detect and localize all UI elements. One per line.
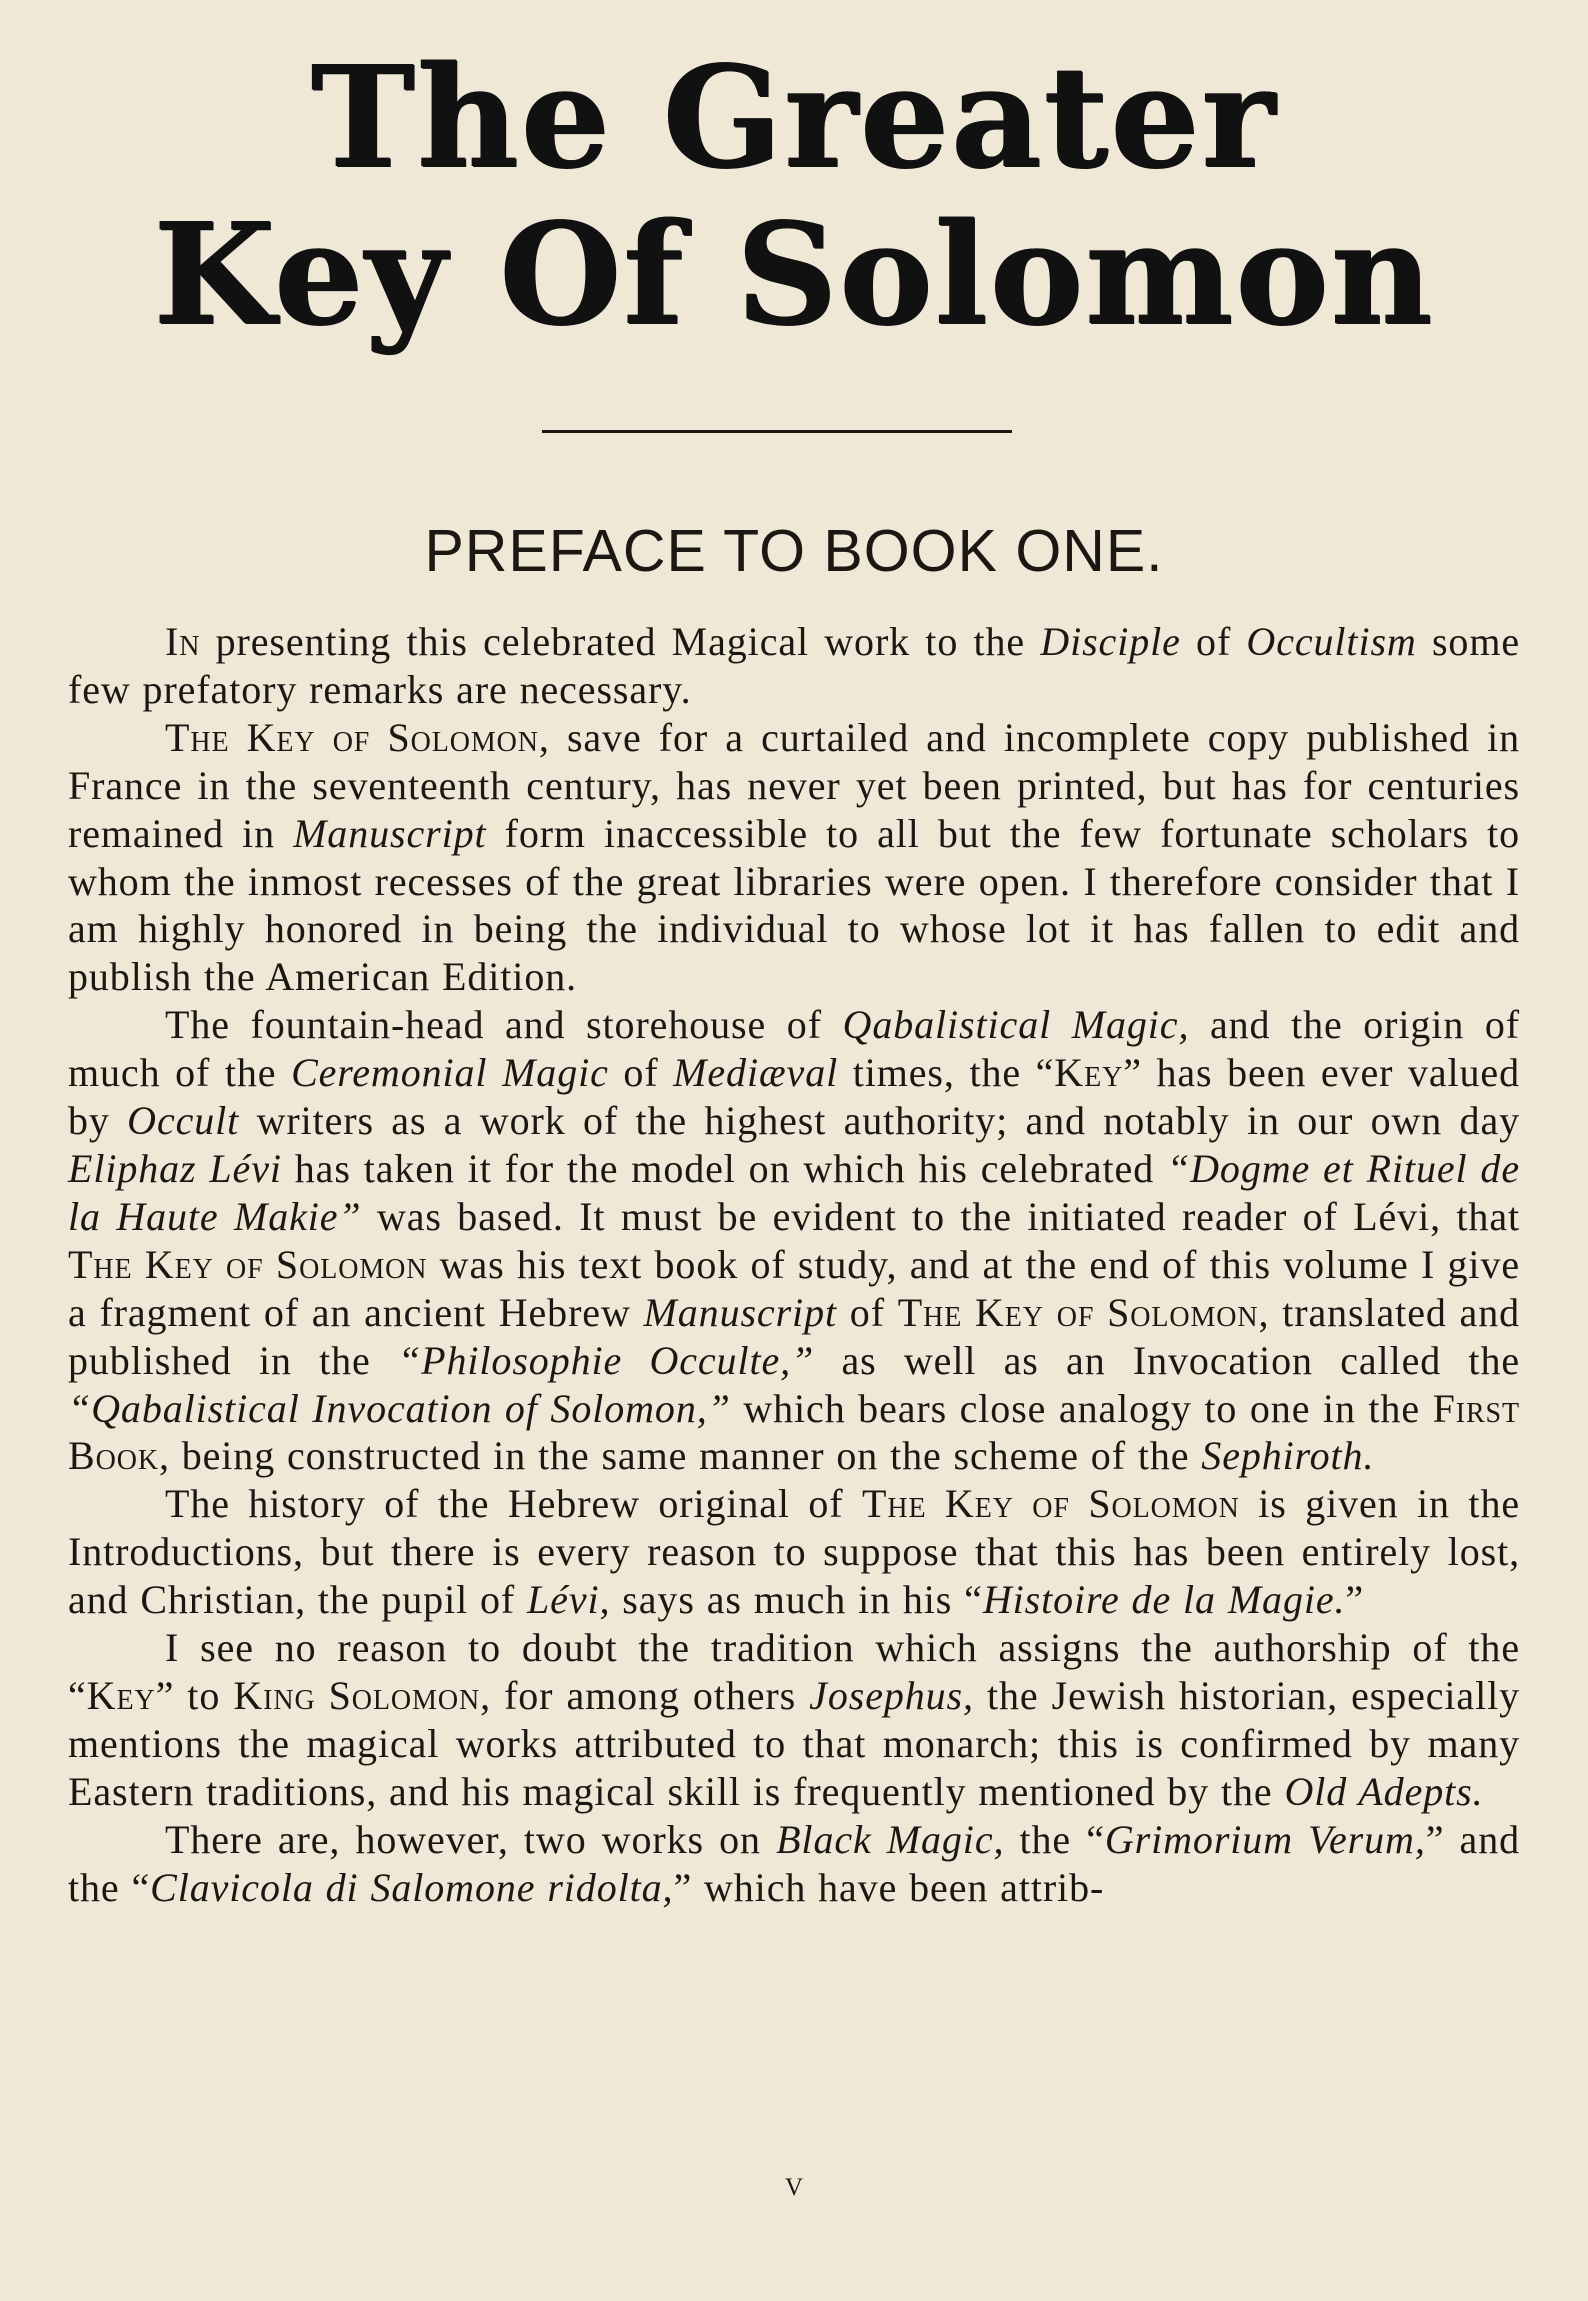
text-run: The fountain-head and storehouse of <box>165 1002 843 1048</box>
text-run: the Jewish historian, especially mentions the magical works attributed to that monarch; this is confirmed by many Eastern traditions, and his magical skill is frequently mentioned by the <box>68 1672 1520 1814</box>
book-title-line-1: The Greater <box>310 36 1278 200</box>
italic-text: Histoire de la Magie. <box>982 1577 1346 1623</box>
title-divider <box>542 430 1012 433</box>
text-run: ” and the “ <box>68 1816 1520 1910</box>
text-run: for among others <box>490 1672 810 1718</box>
paragraph <box>68 1001 1520 1480</box>
small-caps-text: The Key of Solomon, <box>897 1289 1270 1335</box>
small-caps-text: The Key of Solomon <box>68 1241 428 1287</box>
paragraph <box>68 1480 1520 1624</box>
italic-text: Josephus, <box>809 1672 974 1718</box>
text-run: has taken it for the model on which his celebrated <box>281 1145 1167 1191</box>
italic-text: “Qabalistical Invocation of Solomon,” <box>68 1385 731 1431</box>
small-caps-text: In <box>165 619 201 664</box>
text-run: the “ <box>1004 1816 1105 1862</box>
small-caps-text: The Key of Solomon, <box>165 714 550 760</box>
text-run: and the origin of much of the <box>68 1002 1520 1096</box>
text-run: some few prefatory remarks are necessary. <box>68 619 1520 712</box>
text-run: of <box>1180 619 1247 664</box>
book-title-line-2: Key Of Solomon <box>153 192 1435 357</box>
text-run: says as much in his “ <box>610 1577 983 1623</box>
text-run: of <box>608 1050 674 1096</box>
text-run: is given in the Introductions, but there is every reason to suppose that this has been entirely lost, and Christian, the pupil of <box>68 1481 1520 1623</box>
italic-text: Qabalistical Magic, <box>842 1002 1190 1048</box>
small-caps-text: Key <box>1054 1050 1124 1096</box>
preface-body <box>68 618 1520 1911</box>
text-run: of <box>836 1289 898 1335</box>
text-run: There are, however, two works on <box>165 1816 777 1862</box>
italic-text: Manuscript <box>293 810 487 856</box>
small-caps-text: King Solomon, <box>233 1672 491 1718</box>
italic-text: Grimorium Verum, <box>1104 1816 1426 1862</box>
italic-text: Occult <box>127 1098 240 1144</box>
page-number: v <box>784 2163 804 2203</box>
italic-text: Manuscript <box>643 1289 837 1335</box>
text-run: times, the “ <box>838 1050 1055 1096</box>
text-run: translated and published in the <box>68 1289 1521 1383</box>
text-run: I see no reason to doubt the tradition which assigns the authorship of the “ <box>68 1625 1520 1718</box>
text-run: presenting this celebrated Magical work to the <box>200 619 1041 664</box>
text-run: ” which have been attrib- <box>673 1864 1105 1910</box>
paragraph <box>68 1624 1520 1816</box>
italic-text: “Philosophie Occulte,” <box>398 1337 815 1383</box>
preface-heading: PREFACE TO BOOK ONE. <box>424 518 1164 584</box>
italic-text: Disciple <box>1040 619 1181 664</box>
italic-text: Mediæval <box>673 1050 839 1096</box>
italic-text: Black Magic, <box>776 1816 1005 1862</box>
small-caps-text: The Key of Solomon <box>862 1481 1240 1527</box>
text-run: being constructed in the same manner on the scheme of the <box>169 1433 1202 1479</box>
italic-text: “Dogme et Rituel de la Haute Makie” <box>68 1145 1520 1239</box>
small-caps-text: Key <box>86 1672 156 1718</box>
text-run: was based. It must be evident to the initiated reader of Lévi, that <box>361 1193 1520 1239</box>
italic-text: Sephiroth. <box>1201 1433 1375 1479</box>
text-run: ” <box>1345 1577 1365 1623</box>
text-run: writers as a work of the highest authority; and notably in our own day <box>239 1098 1521 1144</box>
text-run: The history of the Hebrew original of <box>165 1481 862 1527</box>
book-title <box>0 36 1588 357</box>
italic-text: Lévi, <box>527 1577 611 1623</box>
paragraph <box>68 1816 1520 1912</box>
italic-text: Old Adepts. <box>1284 1768 1484 1814</box>
italic-text: Clavicola di Salomone ridolta, <box>150 1864 674 1910</box>
text-run: ” has been ever valued by <box>68 1050 1520 1144</box>
text-run: which bears close analogy to one in the <box>730 1385 1433 1431</box>
italic-text: Ceremonial Magic <box>291 1050 609 1096</box>
text-run: ” to <box>155 1672 234 1718</box>
text-run: save for a curtailed and incomplete copy published in France in the seventeenth century, has never yet been printed, but has for centuries remained in <box>68 714 1520 856</box>
italic-text: Eliphaz Lévi <box>68 1145 282 1191</box>
text-run: as well as an Invocation called the <box>814 1337 1520 1383</box>
paragraph <box>68 714 1520 1001</box>
text-run: was his text book of study, and at the end of this volume I give a fragment of an ancient Hebrew <box>68 1241 1520 1335</box>
text-run: form inaccessible to all but the few fortunate scholars to whom the inmost recesses of the great libraries were open. I therefore consider that I am highly honored in being the individual to whose lot it has fallen to edit and publish the American Edition. <box>68 810 1520 1000</box>
paragraph <box>68 618 1520 714</box>
italic-text: Occultism <box>1246 619 1417 664</box>
small-caps-text: First Book, <box>68 1385 1520 1479</box>
